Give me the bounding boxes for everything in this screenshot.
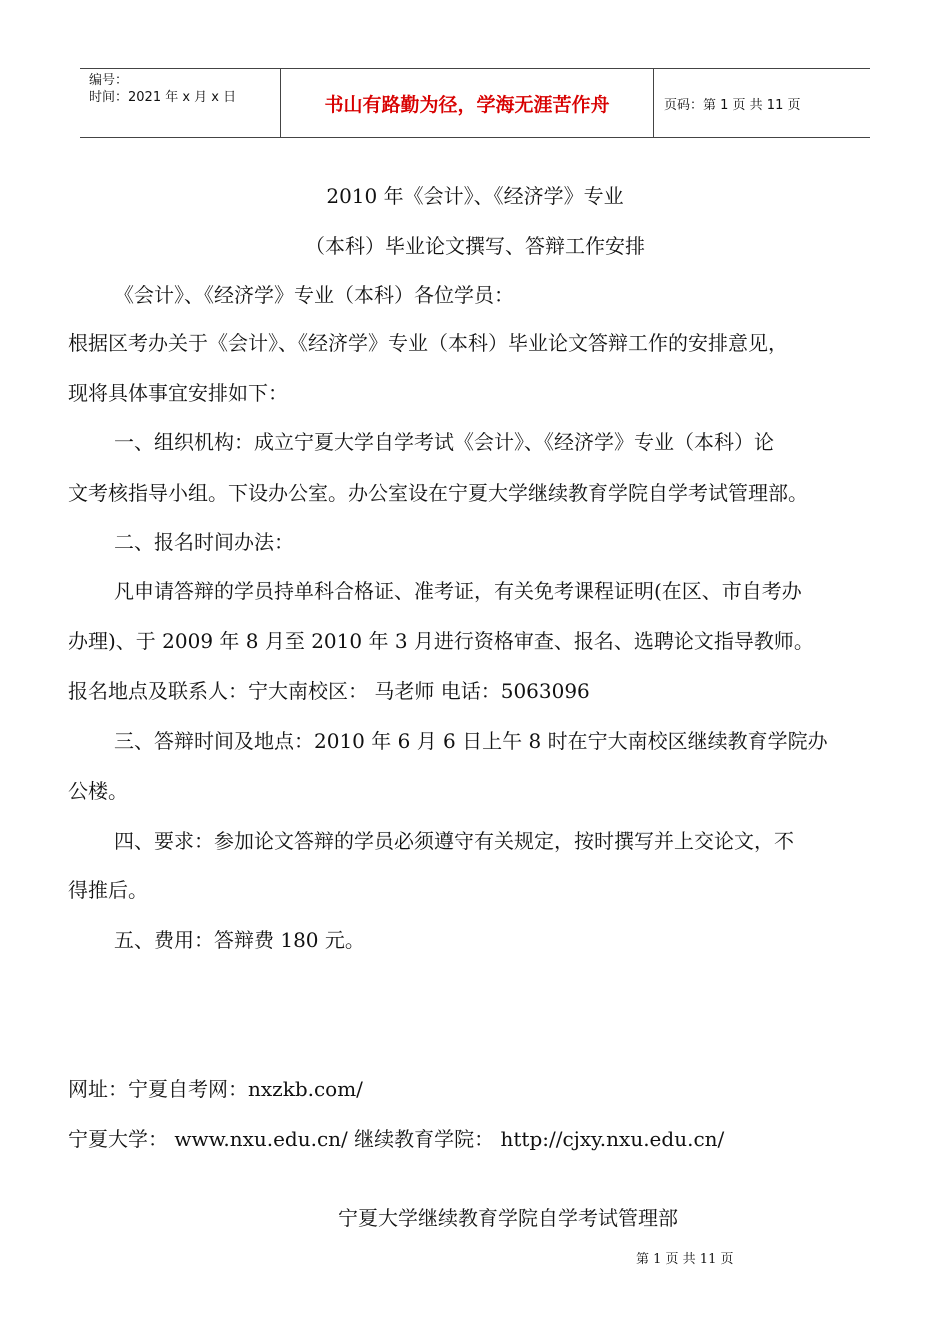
page-footer: 第 1 页 共 11 页: [636, 1252, 734, 1267]
section-2-title: 二、报名时间办法：: [114, 530, 294, 554]
section-3-line-1: 三、答辩时间及地点：2010 年 6 月 6 日上午 8 时在宁大南校区继续教育学院办: [114, 729, 828, 753]
section-1-line-1: 一、组织机构：成立宁夏大学自学考试《会计》、《经济学》专业（本科）论: [114, 430, 774, 454]
section-4-line-1: 四、要求：参加论文答辩的学员必须遵守有关规定，按时撰写并上交论文，不: [114, 829, 794, 853]
section-3-line-2: 公楼。: [68, 779, 128, 803]
website-line: 网址：宁夏自考网：nxzkb.com/: [68, 1077, 363, 1101]
university-links-line: 宁夏大学： www.nxu.edu.cn/ 继续教育学院： http://cjxy.nxu.edu.cn/: [68, 1127, 725, 1151]
intro-line-2: 现将具体事宜安排如下：: [68, 381, 288, 405]
signoff-organization: 宁夏大学继续教育学院自学考试管理部: [338, 1206, 678, 1230]
header-page-info: 页码：第 1 页 共 11 页: [664, 97, 801, 113]
section-1-line-2: 文考核指导小组。下设办公室。办公室设在宁夏大学继续教育学院自学考试管理部。: [68, 481, 808, 505]
document-time-label: 时间：2021 年 x 月 x 日: [89, 90, 237, 105]
intro-line-1: 根据区考办关于《会计》、《经济学》专业（本科）毕业论文答辩工作的安排意见，: [68, 331, 788, 355]
salutation: 《会计》、《经济学》专业（本科）各位学员：: [114, 283, 514, 307]
document-title-line-2: （本科）毕业论文撰写、答辩工作安排: [305, 234, 645, 258]
document-header: [80, 68, 870, 138]
registration-contact: 报名地点及联系人：宁大南校区： 马老师 电话：5063096: [68, 679, 590, 703]
document-title-line-1: 2010 年《会计》、《经济学》专业: [326, 184, 624, 208]
section-2-line-2: 办理)、于 2009 年 8 月至 2010 年 3 月进行资格审查、报名、选聘论文指导教师。: [68, 629, 814, 653]
header-motto: 书山有路勤为径，学海无涯苦作舟: [281, 69, 654, 137]
section-2-line-1: 凡申请答辩的学员持单科合格证、准考证，有关免考课程证明(在区、市自考办: [114, 579, 802, 603]
header-meta: [80, 69, 281, 137]
section-5: 五、费用：答辩费 180 元。: [114, 928, 365, 952]
document-number-label: 编号：: [89, 73, 129, 88]
section-4-line-2: 得推后。: [68, 878, 148, 902]
